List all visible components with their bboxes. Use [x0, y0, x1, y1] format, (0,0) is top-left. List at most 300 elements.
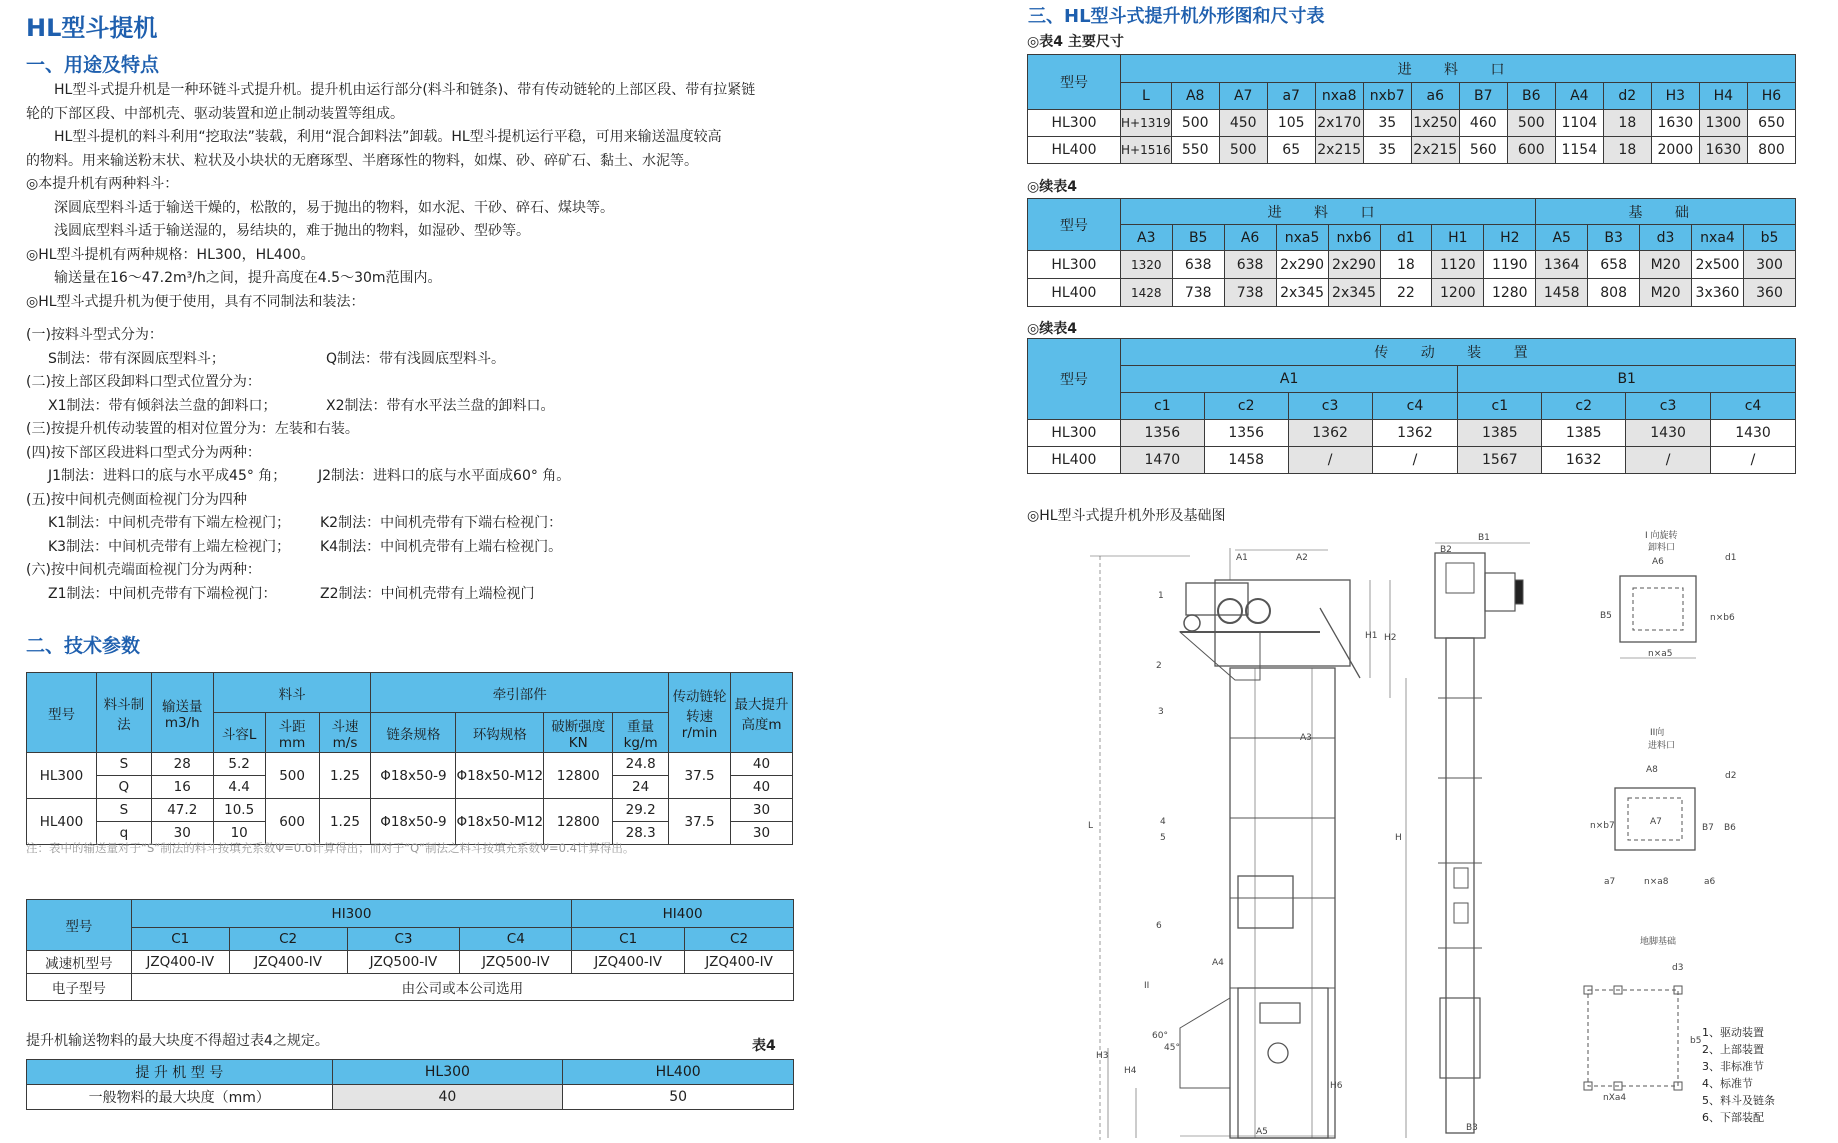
max-lump-table: [26, 1059, 794, 1110]
section1-heading: 一、用途及特点: [26, 54, 160, 76]
discharge-view: [1620, 576, 1696, 658]
th-hook-spec: 环钩规格: [456, 713, 544, 753]
th-dim: d3: [1640, 225, 1692, 251]
cell: M20: [1640, 279, 1692, 307]
page-title: HL型斗提机: [26, 14, 158, 42]
para-4: 深圆底型料斗适于输送干燥的，松散的，易于抛出的物料，如水泥、干砂、碎石、煤块等。: [54, 199, 614, 216]
cell: 1320: [1120, 251, 1172, 279]
cell: 1154: [1555, 137, 1603, 164]
cell: 24: [613, 776, 669, 799]
cell: JZQ400-IV: [131, 951, 229, 974]
th-chain-spec: 链条规格: [371, 713, 456, 753]
cell: 460: [1459, 110, 1507, 137]
cell: JZQ400-IV: [685, 951, 794, 974]
table4-tag: 表4: [752, 1038, 776, 1054]
th-dim: L: [1121, 83, 1172, 110]
part-mark: 6: [1156, 921, 1162, 931]
cell: 1200: [1432, 279, 1484, 307]
dim-label: H4: [1124, 1066, 1137, 1076]
dim-label: B1: [1478, 533, 1490, 543]
method-5d: K4制法：中间机壳带有上端右检视门。: [320, 538, 563, 555]
tech-params-table: [26, 672, 793, 845]
cell: 18: [1603, 137, 1651, 164]
method-5b: K2制法：中间机壳带有下端右检视门：: [320, 515, 563, 531]
method-2a: X1制法：带有倾斜法兰盘的卸料口；: [48, 397, 277, 414]
cell: 37.5: [669, 799, 731, 845]
dim-table-caption: ◎表4 主要尺寸: [1027, 34, 1124, 50]
cell: 105: [1267, 110, 1315, 137]
cell: HL400: [1028, 137, 1121, 164]
dim-label: B5: [1600, 611, 1612, 621]
cell: q: [96, 822, 151, 845]
cell: 1385: [1542, 420, 1626, 447]
th-volume: 斗容L: [213, 713, 265, 753]
th-dim: d2: [1603, 83, 1651, 110]
th-traction: 牵引部件: [371, 673, 669, 713]
side-head: [1435, 553, 1485, 638]
cell: 2x290: [1328, 251, 1380, 279]
cont-table-caption-2: ◎续表4: [1027, 321, 1077, 337]
cell: 35: [1363, 137, 1411, 164]
side-window: [1446, 563, 1474, 593]
front-view: [1090, 548, 1406, 1140]
dim-label: a7: [1604, 877, 1616, 887]
chute: [1180, 632, 1260, 680]
th-dim: A3: [1120, 225, 1172, 251]
method-4b: J2制法：进料口的底与水平面成60° 角。: [318, 468, 571, 484]
legend-item: 2、上部装置: [1702, 1043, 1764, 1056]
th-model: 型号: [27, 673, 97, 753]
cell: 30: [151, 822, 213, 845]
th-dim: b5: [1743, 225, 1795, 251]
legend-item: 5、料斗及链条: [1702, 1094, 1775, 1107]
part-mark: 3: [1158, 707, 1164, 717]
dim-label: A6: [1652, 557, 1664, 567]
parts-legend: [1702, 1025, 1775, 1124]
cell: 650: [1747, 110, 1795, 137]
cell: 1x250: [1411, 110, 1459, 137]
dim-label: A4: [1212, 958, 1224, 968]
top-section: [1215, 580, 1350, 666]
cell: JZQ400-IV: [572, 951, 685, 974]
cell: 2x215: [1411, 137, 1459, 164]
angle-label: 60°: [1152, 1031, 1168, 1041]
para-1b: 轮的下部区段、中部机壳、驱动装置和逆止制动装置等组成。: [26, 105, 404, 122]
section3-heading: 三、HL型斗式提升机外形图和尺寸表: [1028, 6, 1325, 27]
th-model: 提 升 机 型 号: [27, 1060, 333, 1085]
cell: 800: [1747, 137, 1795, 164]
side-casing: [1446, 638, 1474, 1133]
cell: 500: [265, 753, 319, 799]
cell: H+1319: [1121, 110, 1172, 137]
method-1a: S制法：带有深圆底型料斗；: [48, 350, 225, 367]
sprocket: [1246, 599, 1270, 623]
th-hl300: HI300: [131, 900, 571, 928]
cell: 35: [1363, 110, 1411, 137]
cell: 1300: [1699, 110, 1747, 137]
th-pitch: 斗距mm: [265, 713, 319, 753]
dim-label: A2: [1296, 553, 1308, 563]
th-weight: 重量kg/m: [613, 713, 669, 753]
cell: HL400: [1028, 447, 1121, 474]
side-door: [1454, 903, 1468, 923]
th-c4: C4: [460, 928, 572, 951]
th-max-height: 最大提升高度m: [731, 673, 793, 753]
th-breaking-strength: 破断强度KN: [544, 713, 613, 753]
dim-label: H2: [1384, 633, 1397, 643]
cell: 1632: [1542, 447, 1626, 474]
cell: H+1516: [1121, 137, 1172, 164]
method-list: [26, 324, 806, 606]
elevator-outline-drawing: [1060, 528, 1790, 1140]
cell: 4.4: [213, 776, 265, 799]
cell: 638: [1172, 251, 1224, 279]
th-speed: 斗速m/s: [319, 713, 371, 753]
method-4: (四)按下部区段进料口型式分为两种：: [26, 444, 261, 461]
cell: 1364: [1536, 251, 1588, 279]
cell: 450: [1219, 110, 1267, 137]
th-dim: A7: [1219, 83, 1267, 110]
view-title: 卸料口: [1648, 543, 1676, 553]
cell: /: [1288, 447, 1372, 474]
th-dim: a6: [1411, 83, 1459, 110]
dim-label: H6: [1330, 1081, 1343, 1091]
method-5: (五)按中间机壳侧面检视门分为四种: [26, 491, 247, 508]
para-5: 浅圆底型料斗适于输送湿的，易结块的，难于抛出的物料，如湿砂、型砂等。: [54, 223, 530, 239]
cell: 5.2: [213, 753, 265, 776]
cell: 1428: [1120, 279, 1172, 307]
side-view-labels: [1440, 533, 1490, 555]
th-hl400: HI400: [572, 900, 794, 928]
th-bucket-method: 料斗制法: [96, 673, 151, 753]
cell: HL300: [1028, 110, 1121, 137]
drawing-caption: ◎HL型斗式提升机外形及基础图: [1027, 508, 1226, 524]
method-2b: X2制法：带有水平法兰盘的卸料口。: [326, 397, 555, 414]
cell: 40: [332, 1085, 563, 1110]
cell: 1458: [1204, 447, 1288, 474]
part-mark: 4: [1160, 817, 1166, 827]
cell: 10: [213, 822, 265, 845]
cell: 1356: [1120, 420, 1204, 447]
inspection-door: [1238, 876, 1293, 928]
cell: 2x345: [1328, 279, 1380, 307]
th-dim: c3: [1288, 393, 1372, 420]
para-2b: 的物料。用来输送粉末状、粒状及小块状的无磨琢型、半磨琢性的物料，如煤、砂、碎矿石、黏土、水泥等。: [26, 152, 698, 169]
th-hl400: HL400: [563, 1060, 794, 1085]
th-c2: C2: [229, 928, 347, 951]
drive-unit: [1186, 583, 1248, 615]
th-dim: H1: [1432, 225, 1484, 251]
th-c2: C2: [685, 928, 794, 951]
cell: 16: [151, 776, 213, 799]
tension-unit: [1260, 1003, 1300, 1023]
cell: 600: [265, 799, 319, 845]
cell: 1.25: [319, 799, 371, 845]
cell: 22: [1380, 279, 1432, 307]
dim-label: A1: [1236, 553, 1248, 563]
cell: 2000: [1651, 137, 1699, 164]
cell: 300: [1743, 251, 1795, 279]
boot-sprocket: [1268, 1043, 1288, 1063]
cell: 638: [1224, 251, 1276, 279]
dim-label: n×b6: [1710, 613, 1735, 623]
th-dim: H2: [1484, 225, 1536, 251]
th-dim: d1: [1380, 225, 1432, 251]
cell: 37.5: [669, 753, 731, 799]
cell: S: [96, 753, 151, 776]
cell: 360: [1743, 279, 1795, 307]
inlet-hopper: [1180, 998, 1230, 1088]
table-note: 注：表中的输送量对于“S”制法的料斗按填充系数Ψ=0.6计算得出；而对于“Q”制法之料斗按填充系数Ψ=0.4计算得出。: [26, 841, 635, 855]
main-dimensions-table: [1027, 54, 1796, 164]
cell: HL400: [27, 799, 97, 845]
th-dim: nxa8: [1315, 83, 1363, 110]
th-sprocket-speed: 传动链轮转速r/min: [669, 673, 731, 753]
cell: 3x360: [1692, 279, 1744, 307]
dim-label: H3: [1096, 1051, 1109, 1061]
cell: 2x170: [1315, 110, 1363, 137]
cell: 1630: [1699, 137, 1747, 164]
foundation-outline: [1588, 990, 1678, 1086]
th-dim: B6: [1507, 83, 1555, 110]
th-dim: B3: [1588, 225, 1640, 251]
cell: 29.2: [613, 799, 669, 822]
cell: JZQ500-IV: [460, 951, 572, 974]
th-dim: c2: [1542, 393, 1626, 420]
table4-caption: 提升机输送物料的最大块度不得超过表4之规定。: [26, 1033, 329, 1049]
bottom-section: [1238, 988, 1328, 1138]
th-dim: nxa4: [1692, 225, 1744, 251]
cell: 65: [1267, 137, 1315, 164]
legend-item: 3、非标准节: [1702, 1060, 1764, 1073]
th-dim: A4: [1555, 83, 1603, 110]
cell: JZQ400-IV: [229, 951, 347, 974]
th-dim: B5: [1172, 225, 1224, 251]
method-6a: Z1制法：中间机壳带有下端检视门：: [48, 585, 277, 602]
cell: 1385: [1458, 420, 1542, 447]
dim-label: n×a5: [1648, 649, 1673, 659]
cell: 1120: [1432, 251, 1484, 279]
view-title: 地脚基础: [1640, 937, 1677, 947]
side-door: [1454, 868, 1468, 888]
view-title: 进料口: [1648, 741, 1676, 751]
cell: 600: [1507, 137, 1555, 164]
cell: Φ18x50-M12: [456, 753, 544, 799]
para-8: ◎HL型斗式提升机为便于使用，具有不同制法和装法：: [26, 293, 365, 310]
th-dim: H4: [1699, 83, 1747, 110]
foundation-view: [1584, 986, 1682, 1090]
cell: 1.25: [319, 753, 371, 799]
sprocket: [1218, 599, 1242, 623]
th-model: 型号: [27, 900, 132, 951]
section2-heading: 二、技术参数: [26, 635, 141, 657]
cell: Φ18x50-M12: [456, 799, 544, 845]
cell: /: [1626, 447, 1711, 474]
front-view-labels: [1088, 553, 1478, 1137]
side-motor: [1485, 573, 1515, 611]
cont-table-caption-1: ◎续表4: [1027, 179, 1077, 195]
dim-label: n×b7: [1590, 821, 1615, 831]
cont-dimensions-table-1: [1027, 198, 1796, 307]
para-6: ◎HL型斗提机有两种规格：HL300，HL400。: [26, 246, 315, 263]
cell: 40: [731, 776, 793, 799]
cell: 18: [1603, 110, 1651, 137]
cell: JZQ500-IV: [347, 951, 460, 974]
cell: 由公司或本公司选用: [131, 974, 793, 1001]
cell: 28: [151, 753, 213, 776]
th-dim: H6: [1747, 83, 1795, 110]
legend-item: 1、驱动装置: [1702, 1026, 1764, 1039]
part-mark: II: [1144, 981, 1150, 991]
part-mark: 2: [1156, 661, 1162, 671]
para-3: ◎本提升机有两种料斗：: [26, 176, 179, 192]
cell: HL300: [27, 753, 97, 799]
cell: HL400: [1028, 279, 1121, 307]
method-5a: K1制法：中间机壳带有下端左检视门；: [48, 515, 291, 531]
part-mark: 1: [1158, 591, 1164, 601]
part-mark: 5: [1160, 833, 1166, 843]
cell: 1630: [1651, 110, 1699, 137]
th-b1: B1: [1458, 366, 1796, 393]
cell: Q: [96, 776, 151, 799]
dim-label: B3: [1466, 1123, 1478, 1133]
section1-text: [26, 79, 806, 314]
legend-item: 6、下部装配: [1702, 1111, 1764, 1124]
cell: /: [1711, 447, 1796, 474]
cell: 47.2: [151, 799, 213, 822]
method-1b: Q制法：带有浅圆底型料斗。: [326, 350, 506, 367]
method-6b: Z2制法：中间机壳带有上端检视门: [320, 585, 535, 602]
th-inlet: 进 料 口: [1121, 55, 1796, 83]
dim-label: H1: [1365, 631, 1378, 641]
cell: 1458: [1536, 279, 1588, 307]
th-dim: c2: [1204, 393, 1288, 420]
drive-dimensions-table: [1027, 338, 1796, 474]
angle-label: 45°: [1164, 1043, 1180, 1053]
dim-label: d1: [1725, 553, 1737, 563]
cell: 738: [1224, 279, 1276, 307]
th-dim: nxb6: [1328, 225, 1380, 251]
cell: 560: [1459, 137, 1507, 164]
cell: 40: [731, 753, 793, 776]
th-inlet: 进 料 口: [1120, 199, 1535, 225]
cell: 1280: [1484, 279, 1536, 307]
th-dim: nxa5: [1276, 225, 1328, 251]
th-dim: nxb7: [1363, 83, 1411, 110]
method-1: (一)按料斗型式分为：: [26, 327, 163, 343]
cell: 1362: [1372, 420, 1458, 447]
dim-label: A8: [1646, 765, 1658, 775]
cell: 2x500: [1692, 251, 1744, 279]
cell: 30: [731, 799, 793, 822]
cell: 24.8: [613, 753, 669, 776]
cell: Φ18x50-9: [371, 799, 456, 845]
cell: 500: [1171, 110, 1219, 137]
th-a1: A1: [1120, 366, 1458, 393]
dim-label: B2: [1440, 545, 1452, 555]
th-model: 型号: [1028, 199, 1121, 251]
th-bucket: 料斗: [213, 673, 371, 713]
th-dim: A5: [1536, 225, 1588, 251]
th-model: 型号: [1028, 55, 1121, 110]
cell: 1104: [1555, 110, 1603, 137]
cell: 2x345: [1276, 279, 1328, 307]
cell: 500: [1507, 110, 1555, 137]
cell: 电子型号: [27, 974, 132, 1001]
th-c3: C3: [347, 928, 460, 951]
cell: 658: [1588, 251, 1640, 279]
dim-label: nXa4: [1603, 1093, 1627, 1103]
th-dim: c4: [1711, 393, 1796, 420]
cell: 50: [563, 1085, 794, 1110]
dim-label: B7: [1702, 823, 1714, 833]
cell: Φ18x50-9: [371, 753, 456, 799]
cell: S: [96, 799, 151, 822]
dim-label: A5: [1256, 1127, 1268, 1137]
para-2: HL型斗提机的料斗利用“挖取法”装载，利用“混合卸料法”卸载。HL型斗提机运行平稳，可用来输送温度较高: [54, 129, 722, 145]
th-model: 型号: [1028, 339, 1121, 420]
cell: 1470: [1120, 447, 1204, 474]
motor: [1184, 615, 1200, 631]
th-dim: B7: [1459, 83, 1507, 110]
th-foundation: 基 础: [1536, 199, 1796, 225]
dim-label: b5: [1690, 1036, 1702, 1046]
th-dim: c1: [1458, 393, 1542, 420]
th-c1: C1: [131, 928, 229, 951]
dim-label: d3: [1672, 963, 1684, 973]
cell: M20: [1640, 251, 1692, 279]
cell: 一般物料的最大块度（mm）: [27, 1085, 333, 1110]
cell: 2x290: [1276, 251, 1328, 279]
cell: 1567: [1458, 447, 1542, 474]
outlet-opening: [1633, 588, 1683, 630]
th-dim: c3: [1626, 393, 1711, 420]
cell: 1362: [1288, 420, 1372, 447]
cell: 12800: [544, 753, 613, 799]
th-c1: C1: [572, 928, 685, 951]
th-dim: H3: [1651, 83, 1699, 110]
cell: 1190: [1484, 251, 1536, 279]
method-2: (二)按上部区段卸料口型式位置分为：: [26, 374, 261, 390]
reducer-table: [26, 899, 794, 1001]
cell: 减速机型号: [27, 951, 132, 974]
cell: HL300: [1028, 420, 1121, 447]
view-title: II向: [1650, 728, 1665, 738]
cell: 500: [1219, 137, 1267, 164]
method-5c: K3制法：中间机壳带有上端左检视门；: [48, 538, 291, 555]
cell: 30: [731, 822, 793, 845]
th-drive: 传 动 装 置: [1120, 339, 1795, 366]
cell: 808: [1588, 279, 1640, 307]
para-1: HL型斗式提升机是一种环链斗式提升机。提升机由运行部分(料斗和链条)、带有传动链轮的上部区段、带有拉紧链: [54, 82, 756, 98]
side-view: [1435, 543, 1530, 1133]
para-7: 输送量在16～47.2m³/h之间，提升高度在4.5～30m范围内。: [54, 270, 442, 286]
cell: 1430: [1711, 420, 1796, 447]
outlet-flange: [1620, 576, 1696, 642]
dim-label: a6: [1704, 877, 1716, 887]
dim-label: A7: [1650, 817, 1662, 827]
inlet-view-labels: [1590, 726, 1736, 887]
cell: 1356: [1204, 420, 1288, 447]
method-6: (六)按中间机壳端面检视门分为两种：: [26, 562, 261, 578]
legend-item: 4、标准节: [1702, 1077, 1753, 1090]
cell: 10.5: [213, 799, 265, 822]
view-title: I 向旋转: [1645, 531, 1678, 541]
dim-label: B6: [1724, 823, 1736, 833]
cell: 738: [1172, 279, 1224, 307]
th-dim: A6: [1224, 225, 1276, 251]
cell: 1430: [1626, 420, 1711, 447]
